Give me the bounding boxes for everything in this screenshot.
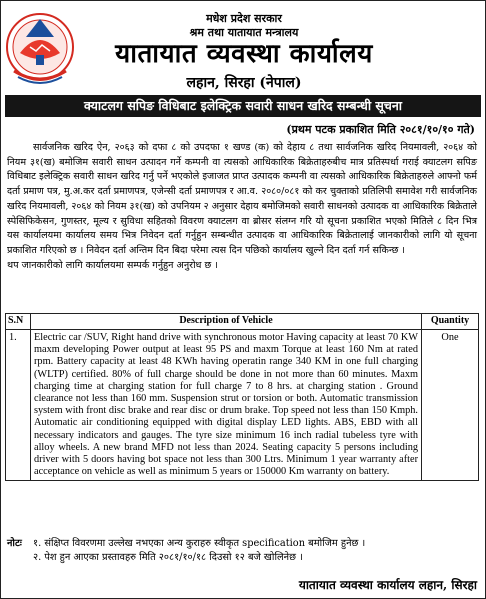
notes-label: नोटः xyxy=(7,538,22,549)
header-description: Description of Vehicle xyxy=(31,314,422,330)
government-name: मधेश प्रदेश सरकार xyxy=(206,12,282,25)
header-quantity: Quantity xyxy=(422,314,479,330)
note-item-2: २. पेश हुन आएका प्रस्तावहरु मिति २०८१/१०/१८ दिउसो १२ बजे खोलिनेछ । xyxy=(33,552,303,563)
table-header-row xyxy=(6,314,479,330)
row-quantity: One xyxy=(422,330,479,481)
issuing-office-signature: यातायात व्यवस्था कार्यालय लहान, सिरहा xyxy=(298,578,477,592)
notice-paragraph-1: सार्वजनिक खरिद ऐन, २०६३ को दफा ८ को उपदफा १ खण्ड (क) को देहाय ८ तथा सार्वजनिक खरिद नियमावली, २०६४ को नियम ३१(ख) बमोजिम सवारी साधन उत्पादन गर्ने कम्पनी वा त्यसको आधिकारिक बिक्रेताहरुबीच मात्र प्रतिस्पर्धा गराई क्याटलग सपिङ विधिबाट इलेक्ट्रिक सवारी साधन खरिद गर्नु पर्ने भएकोले इजाजत प्राप्त उत्पादक कम्पनी वा त्यसको आधिकारिक बिक्रेताहरुले आफ्नो फर्म दर्ता प्रमाण पत्र, मु.अ.कर दर्ता प्रमाणपत्र, एजेन्सी दर्ता प्रमाणपत्र र आ.व. २०८०/०८१ को कर चुक्ताको प्रतिलिपी समावेश गरी सार्वजनिक खरिद नियमावली, २०६४ को नियम ३१(ख) को उपनियम २ अनुसार देहाय बमोजिमको सवारी साधनको उत्पादक वा आधिकारिक बिक्रेताले स्पेसिफिकेसन, गुणस्तर, मूल्य र सुविधा सहितको विवरण क्याटलग वा ब्रोसर संलग्न गरि यो सूचना प्रकाशित भएको मितिले ८ दिन भित्र यस कार्यालयमा कार्यालय समय भित्र निवेदन दर्ता गर्नुहुन सम्बन्धीत उत्पादक वा आधिकारिक बिक्रेतालाई जानकारीको लागि यो सूचना प्रकाशित गरिएको छ । निवेदन दर्ता अन्तिम दिन बिदा परेमा त्यस दिन पछिको कार्यालय खुल्ने दिन दर्ता गर्न सकिन्छ । xyxy=(7,142,477,256)
notice-body xyxy=(7,141,477,273)
vehicle-spec-table xyxy=(5,313,479,481)
office-location: लहान, सिरहा (नेपाल) xyxy=(186,75,302,91)
row-description: Electric car /SUV, Right hand drive with synchronous motor Having capacity at least 70 KW maxm developing Power output at least 95 PS and maxm Torque at least 160 Nm at rated rpm. Battery capacity at least 48 KWh having operatin range 340 KM in one full charging (WLTP) certified. 80% of full charge should be done in not more than 60 minutes. Maxm charging time at charging station for full charge 7 to 8 hrs. at charging station . Ground clearance not less than 160 mm. Suspension strut or torsion or both. Automatic transmission system with front disc brake and rear disc or drum brake. Top speed not less than 150 Kmph. Automatic air conditioning equipped with digital display LED lights. ABS, EBD with all necessary indicators and gauges. The tyre size minimum 16 inch radial tubeless tyre with alloy wheels. A new brand MFD not less than 2024. Seating capacity 5 persons including driver with 5 doors having bot space not less than 300 Ltrs. Minimum 1 year warranty after acceptance on vehicle as well as minimum 5 years or 150000 Km warranty on battery. xyxy=(31,330,422,481)
row-sn: 1. xyxy=(6,330,31,481)
table-row xyxy=(6,330,479,481)
notice-title-banner: क्याटलग सपिङ विधिबाट इलेक्ट्रिक सवारी साधन खरिद सम्बन्धी सूचना xyxy=(5,95,481,117)
note-item-1: १. संक्षिप्त विवरणमा उल्लेख नभएका अन्य कुराहरु स्वीकृत specification बमोजिम हुनेछ । xyxy=(33,538,366,549)
header-sn: S.N xyxy=(6,314,31,330)
notes-section xyxy=(7,537,477,565)
office-title: यातायात व्यवस्था कार्यालय xyxy=(115,39,373,69)
publication-date: (प्रथम पटक प्रकाशित मिति २०८१/१०/१० गते) xyxy=(286,123,475,136)
ministry-name: श्रम तथा यातायात मन्त्रालय xyxy=(189,26,299,39)
notice-paragraph-2: थप जानकारीको लागि कार्यालयमा सम्पर्क गर्नुहुन अनुरोध छ । xyxy=(7,259,218,271)
